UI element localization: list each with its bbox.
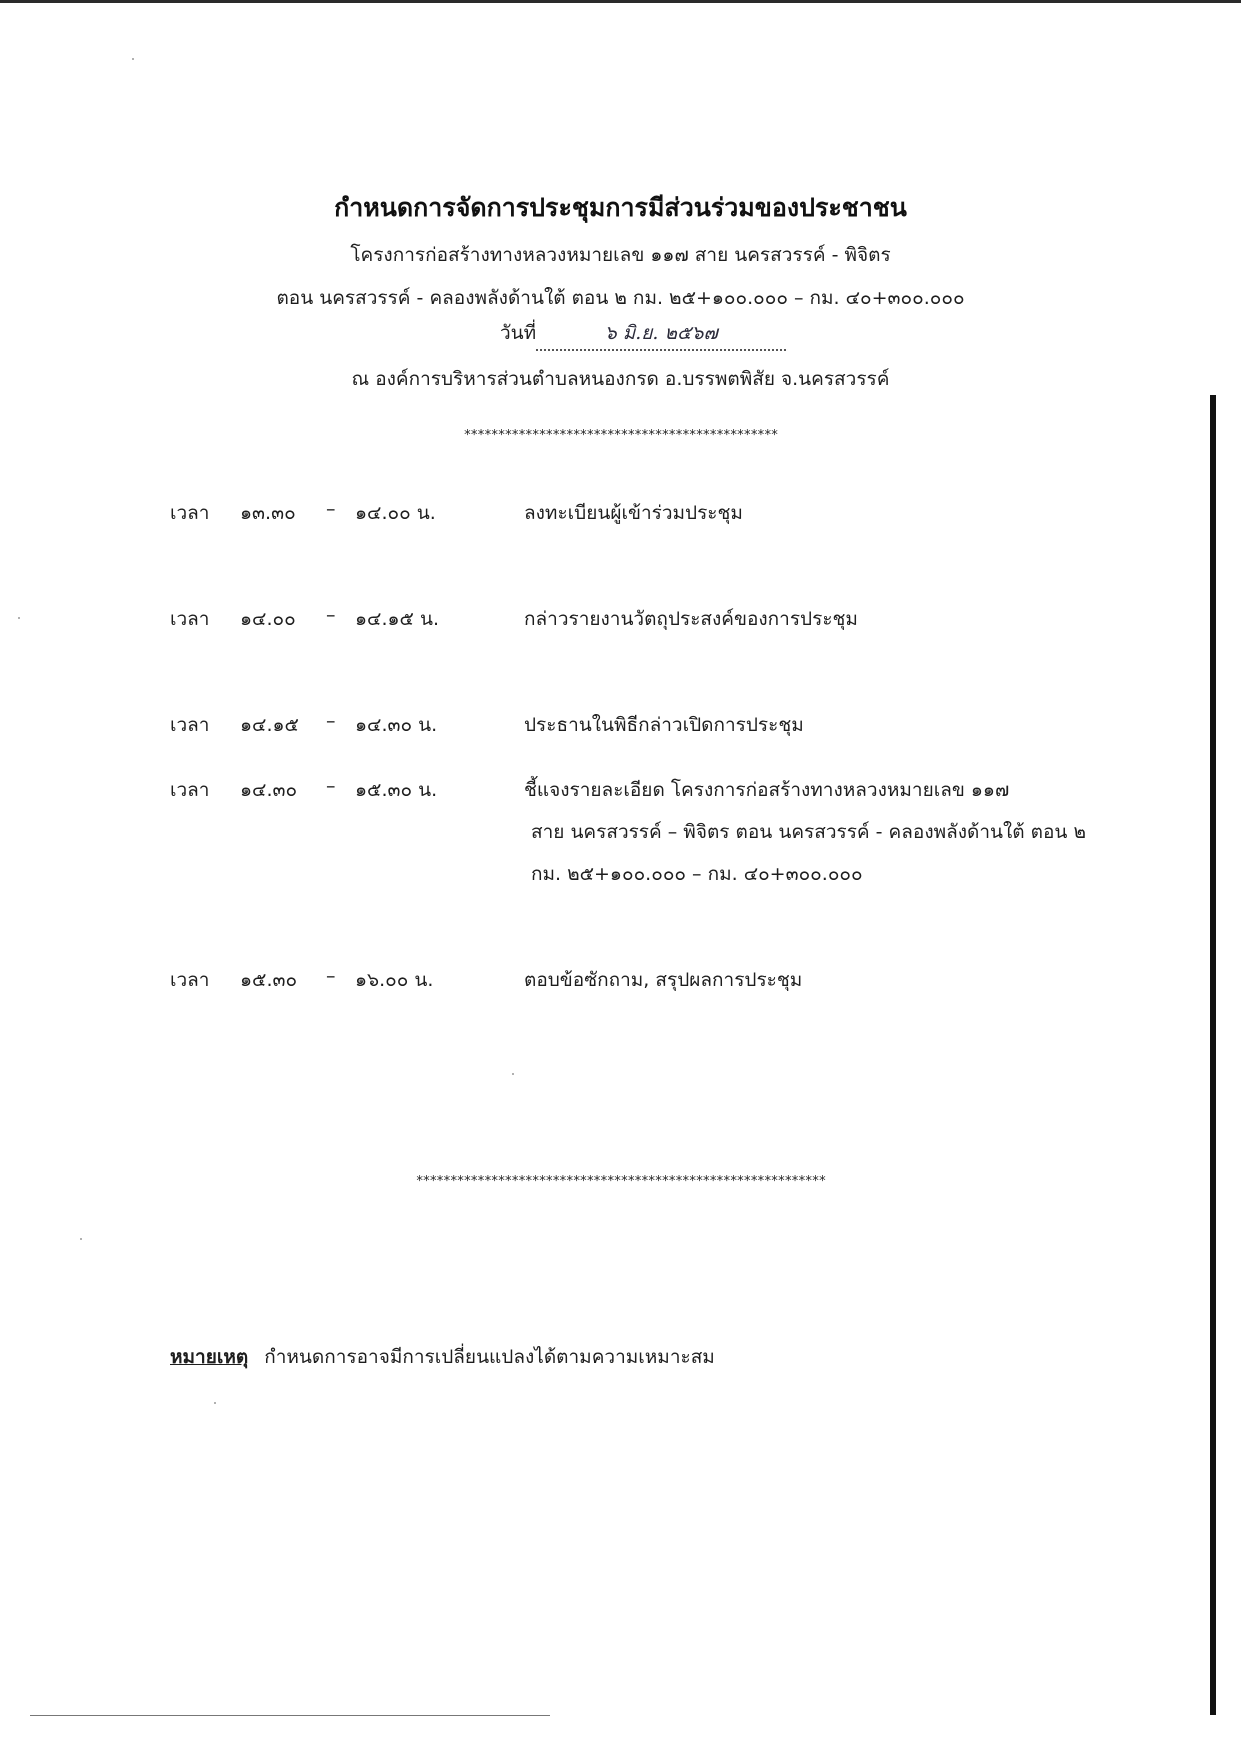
agenda-description: ประธานในพิธีกล่าวเปิดการประชุม xyxy=(524,714,804,736)
agenda-time-label: เวลา xyxy=(170,502,210,524)
project-line: โครงการก่อสร้างทางหลวงหมายเลข ๑๑๗ สาย นครสวรรค์ - พิจิตร xyxy=(350,244,891,266)
agenda-start-time: ๑๕.๓๐ xyxy=(240,969,298,991)
venue-line: ณ องค์การบริหารส่วนตำบลหนองกรด อ.บรรพตพิสัย จ.นครสวรรค์ xyxy=(351,368,890,390)
agenda-dash: – xyxy=(326,965,336,987)
agenda-time-label: เวลา xyxy=(170,714,210,736)
agenda-description: กล่าวรายงานวัตถุประสงค์ของการประชุม xyxy=(524,608,858,630)
scan-speck xyxy=(512,1073,514,1075)
agenda-end-time: ๑๔.๑๕ น. xyxy=(355,608,439,630)
divider-top: ********************************************** xyxy=(463,428,778,443)
document-title: กำหนดการจัดการประชุมการมีส่วนร่วมของประชาชน xyxy=(334,193,907,222)
agenda-description: ลงทะเบียนผู้เข้าร่วมประชุม xyxy=(524,502,743,524)
agenda-dash: – xyxy=(326,604,336,626)
footnote xyxy=(170,1342,715,1372)
date-label: วันที่ xyxy=(500,322,537,344)
section-line: ตอน นครสวรรค์ - คลองพลังด้านใต้ ตอน ๒ กม. ๒๕+๑๐๐.๐๐๐ – กม. ๔๐+๓๐๐.๐๐๐ xyxy=(276,287,965,309)
scan-speck xyxy=(80,1238,82,1240)
agenda-description-line2: สาย นครสวรรค์ – พิจิตร ตอน นครสวรรค์ - คลองพลังด้านใต้ ตอน ๒ xyxy=(531,821,1086,843)
agenda-start-time: ๑๓.๓๐ xyxy=(240,502,296,524)
footnote-label: หมายเหตุ xyxy=(170,1346,249,1368)
agenda-time-label: เวลา xyxy=(170,608,210,630)
agenda-end-time: ๑๕.๓๐ น. xyxy=(355,779,438,801)
handwritten-date: ๖ มิ.ย. ๒๕๖๗ xyxy=(536,318,786,351)
agenda-end-time: ๑๖.๐๐ น. xyxy=(355,969,434,991)
agenda-start-time: ๑๔.๓๐ xyxy=(240,779,298,801)
date-line xyxy=(500,318,786,351)
agenda-end-time: ๑๔.๐๐ น. xyxy=(355,502,436,524)
agenda-time-label: เวลา xyxy=(170,779,210,801)
agenda-dash: – xyxy=(326,775,336,797)
agenda-time-label: เวลา xyxy=(170,969,210,991)
scan-bottom-line xyxy=(30,1715,550,1716)
scan-speck xyxy=(18,617,20,619)
scan-speck xyxy=(132,58,134,60)
agenda-description: ตอบข้อซักถาม, สรุปผลการประชุม xyxy=(524,969,803,991)
agenda-start-time: ๑๔.๐๐ xyxy=(240,608,296,630)
agenda-dash: – xyxy=(326,498,336,520)
scan-right-edge xyxy=(1210,395,1216,1715)
scan-top-edge xyxy=(0,0,1241,3)
footnote-text: กำหนดการอาจมีการเปลี่ยนแปลงได้ตามความเหมาะสม xyxy=(264,1346,715,1368)
agenda-end-time: ๑๔.๓๐ น. xyxy=(355,714,438,736)
divider-bottom: ************************************************************ xyxy=(415,1174,826,1189)
agenda-dash: – xyxy=(326,710,336,732)
scan-speck xyxy=(214,1402,216,1404)
agenda-description: ชี้แจงรายละเอียด โครงการก่อสร้างทางหลวงหมายเลข ๑๑๗ xyxy=(524,779,1010,801)
agenda-description-line3: กม. ๒๕+๑๐๐.๐๐๐ – กม. ๔๐+๓๐๐.๐๐๐ xyxy=(531,863,863,885)
agenda-start-time: ๑๔.๑๕ xyxy=(240,714,299,736)
